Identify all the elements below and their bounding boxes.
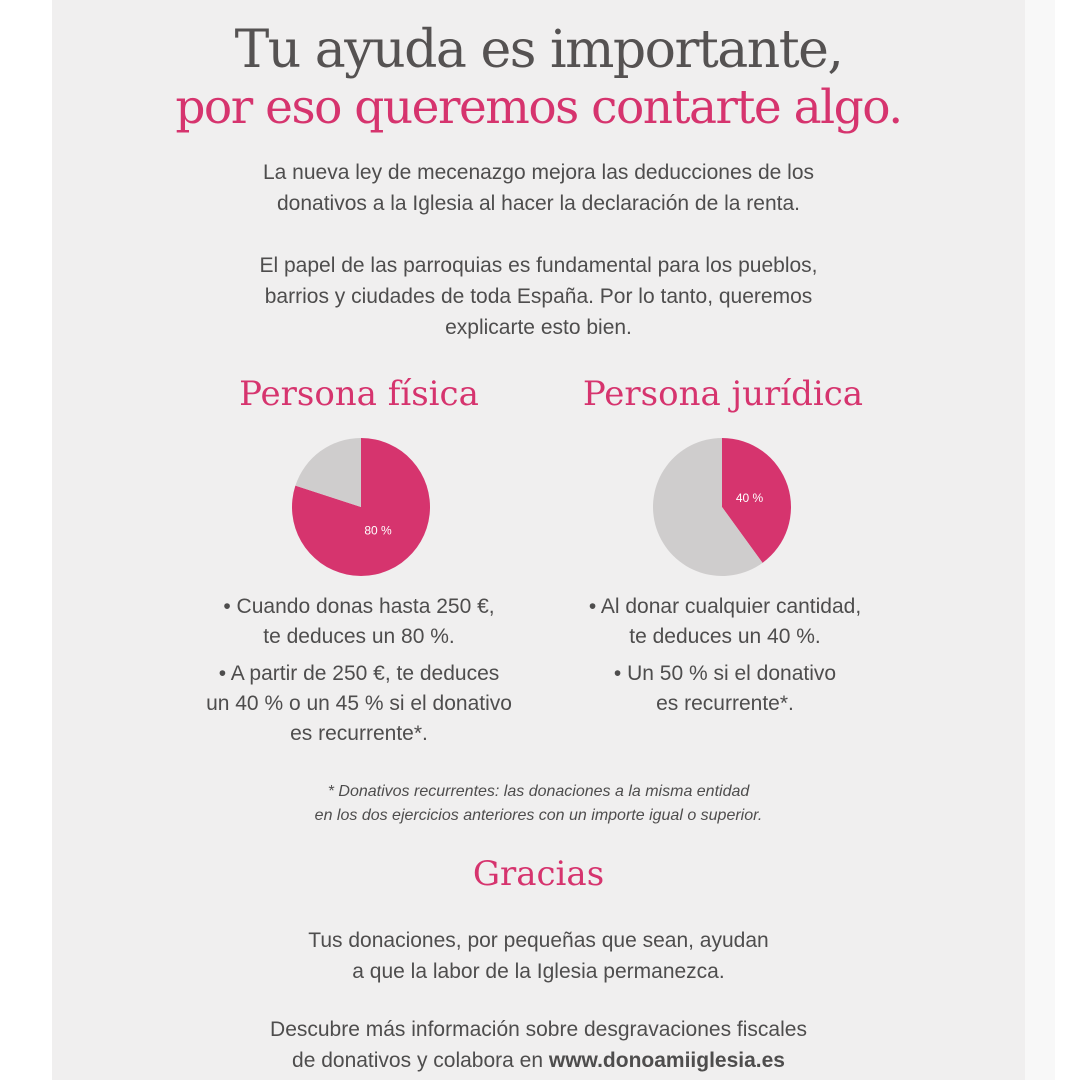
bullet-line: • Cuando donas hasta 250 €, xyxy=(223,595,495,618)
footnote-line: * Donativos recurrentes: las donaciones a la misma entidad xyxy=(327,783,750,800)
thanks-p1-line: a que la labor de la Iglesia permanezca. xyxy=(352,960,725,983)
bullet-item xyxy=(525,592,925,652)
thanks-title: Gracias xyxy=(472,854,605,894)
headline-line-2: por eso queremos contarte algo. xyxy=(175,80,902,135)
intro-p2-line: El papel de las parroquias es fundamental para los pueblos, xyxy=(259,254,818,277)
bullet-item xyxy=(525,659,925,719)
bullet-item xyxy=(159,659,559,749)
intro-p2-line: explicarte esto bien. xyxy=(445,316,632,339)
bullet-line: • Al donar cualquier cantidad, xyxy=(588,595,862,618)
pie-slice-label: 40 % xyxy=(735,491,764,506)
bullet-line: • Un 50 % si el donativo xyxy=(613,662,837,685)
bullets-persona-fisica xyxy=(159,592,559,756)
pie-slice-label: 80 % xyxy=(364,523,392,538)
infographic-page xyxy=(52,0,1025,1080)
headline-line-1: Tu ayuda es importante, xyxy=(234,20,843,80)
pie-chart-persona-juridica xyxy=(649,434,795,580)
chart-title-persona-fisica: Persona física xyxy=(239,374,479,414)
pie-chart-persona-fisica xyxy=(288,434,434,580)
thanks-paragraph-2 xyxy=(52,1014,1025,1076)
page-edge-shadow xyxy=(1025,0,1055,1080)
thanks-p2-line-2 xyxy=(52,1045,1025,1076)
intro-p2-line: barrios y ciudades de toda España. Por lo tanto, queremos xyxy=(264,285,813,308)
bullet-line: te deduces un 40 %. xyxy=(629,625,821,648)
bullet-item xyxy=(159,592,559,652)
thanks-paragraph-1 xyxy=(52,925,1025,987)
bullets-persona-juridica xyxy=(525,592,925,726)
footnote-line: en los dos ejercicios anteriores con un importe igual o superior. xyxy=(314,807,763,824)
intro-p1-line: donativos a la Iglesia al hacer la declaración de la renta. xyxy=(277,192,800,215)
thanks-p2-prefix: de donativos y colabora en xyxy=(292,1049,549,1072)
intro-p1-line: La nueva ley de mecenazgo mejora las deducciones de los xyxy=(262,161,814,184)
pie-svg-juridica xyxy=(649,434,795,580)
intro-paragraph-2 xyxy=(52,250,1025,343)
chart-title-persona-juridica: Persona jurídica xyxy=(582,374,864,414)
bullet-line: te deduces un 80 %. xyxy=(263,625,455,648)
bullet-line: es recurrente*. xyxy=(656,692,794,715)
thanks-p1-line: Tus donaciones, por pequeñas que sean, ayudan xyxy=(308,929,769,952)
pie-svg-fisica xyxy=(288,434,434,580)
bullet-line: • A partir de 250 €, te deduces xyxy=(218,662,500,685)
intro-paragraph-1 xyxy=(52,157,1025,219)
footnote-recurrentes xyxy=(52,780,1025,828)
bullet-line: es recurrente*. xyxy=(290,722,428,745)
bullet-line: un 40 % o un 45 % si el donativo xyxy=(206,692,512,715)
website-link[interactable]: www.donoamiiglesia.es xyxy=(548,1049,785,1072)
thanks-p2-line: Descubre más información sobre desgravaciones fiscales xyxy=(270,1018,807,1041)
